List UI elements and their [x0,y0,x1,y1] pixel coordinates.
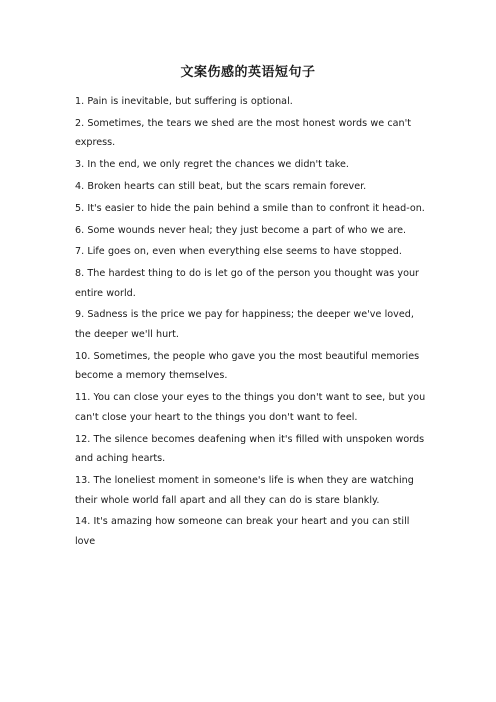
document-title: 文案伤感的英语短句子 [180,65,316,80]
list-item: 9. Sadness is the price we pay for happiness; the deeper we've loved, the deeper we'll hurt. [75,309,414,341]
list-item: 2. Sometimes, the tears we shed are the most honest words we can't express. [75,117,412,149]
list-item: 3. In the end, we only regret the chances we didn't take. [75,159,349,171]
list-item: 4. Broken hearts can still beat, but the scars remain forever. [75,180,367,192]
list-item: 11. You can close your eyes to the things you don't want to see, but you can't close your heart to the things you don't want to feel. [75,392,426,423]
list-item: 6. Some wounds never heal; they just become a part of who we are. [75,224,407,236]
sentence-list [75,92,427,554]
list-item: 5. It's easier to hide the pain behind a smile than to confront it head-on. [75,202,425,214]
list-item: 7. Life goes on, even when everything else seems to have stopped. [75,246,402,258]
list-item: 10. Sometimes, the people who gave you the most beautiful memories become a memory themselves. [75,350,420,382]
list-item: 8. The hardest thing to do is let go of the person you thought was your entire world. [75,268,419,299]
list-item: 12. The silence becomes deafening when it's filled with unspoken words and aching hearts. [75,433,425,465]
list-item: 13. The loneliest moment in someone's life is when they are watching their whole world fall apart and all they can do is stare blankly. [75,474,414,506]
list-item: 14. It's amazing how someone can break your heart and you can still love [75,516,410,547]
list-item: 1. Pain is inevitable, but suffering is optional. [75,96,293,107]
